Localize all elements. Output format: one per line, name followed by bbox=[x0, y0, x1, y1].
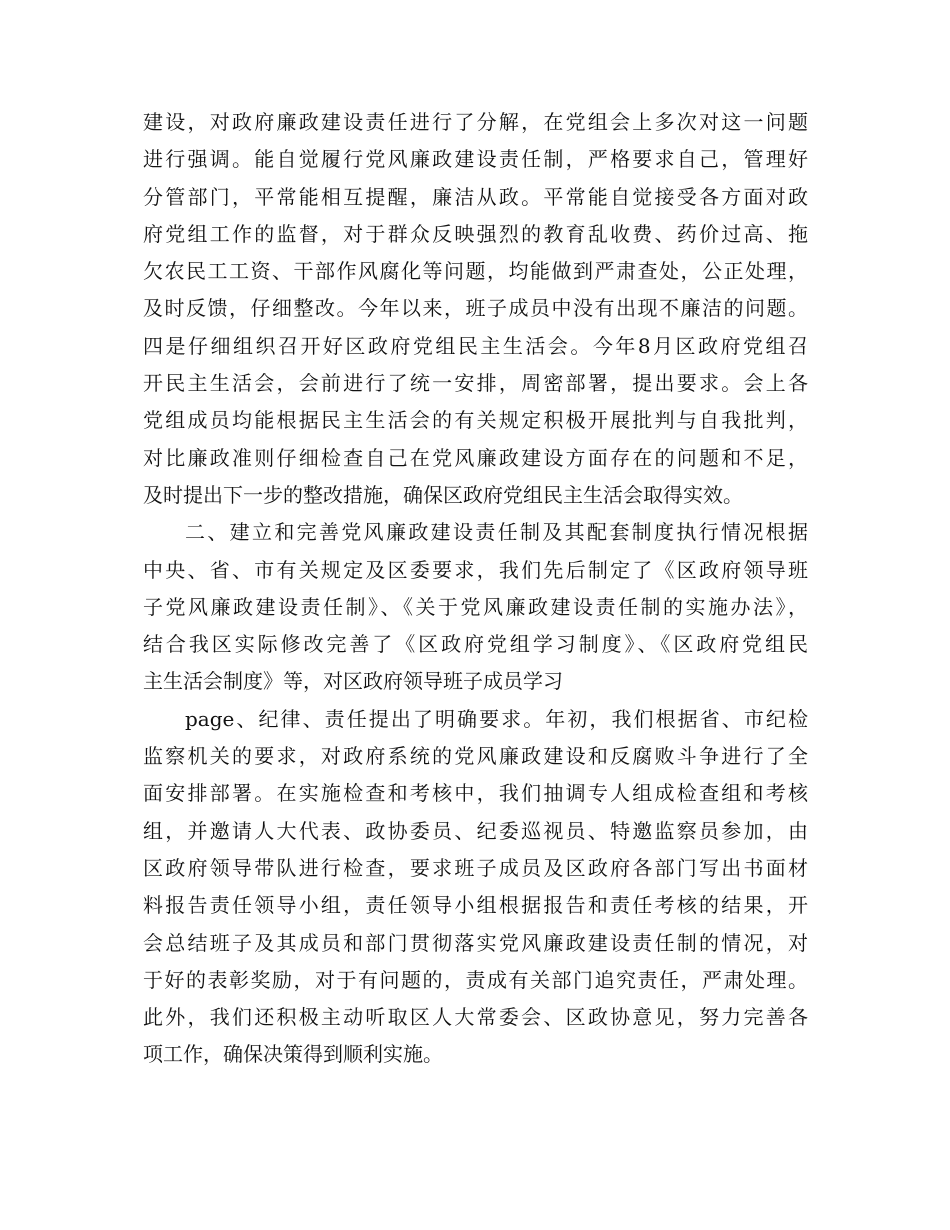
text-line: 中央、省、市有关规定及区委要求，我们先后制定了《区政府领导班 bbox=[143, 557, 808, 582]
text-line: 开民主生活会，会前进行了统一安排，周密部署，提出要求。会上各 bbox=[143, 371, 808, 396]
text-line: 区政府领导带队进行检查，要求班子成员及区政府各部门写出书面材 bbox=[143, 855, 808, 880]
text-line: 及时提出下一步的整改措施，确保区政府党组民主生活会取得实效。 bbox=[143, 482, 743, 507]
text-line: 于好的表彰奖励，对于有问题的，责成有关部门追究责任，严肃处理。 bbox=[143, 967, 808, 992]
text-line: 面安排部署。在实施检查和考核中，我们抽调专人组成检查组和考核 bbox=[143, 781, 808, 806]
text-line: 结合我区实际修改完善了《区政府党组学习制度》、《区政府党组民 bbox=[143, 632, 808, 657]
text-line: 及时反馈，仔细整改。今年以来，班子成员中没有出现不廉洁的问题。 bbox=[143, 296, 808, 321]
text-line: 组，并邀请人大代表、政协委员、纪委巡视员、特邀监察员参加，由 bbox=[143, 818, 808, 843]
text-line: 项工作，确保决策得到顺利实施。 bbox=[143, 1042, 443, 1067]
text-line: 分管部门，平常能相互提醒，廉洁从政。平常能自觉接受各方面对政 bbox=[143, 184, 808, 209]
text-line: 府党组工作的监督，对于群众反映强烈的教育乱收费、药价过高、拖 bbox=[143, 221, 808, 246]
text-line: 进行强调。能自觉履行党风廉政建设责任制，严格要求自己，管理好 bbox=[143, 147, 808, 172]
text-line: 子党风廉政建设责任制》、《关于党风廉政建设责任制的实施办法》， bbox=[143, 594, 808, 619]
section-heading-line: 二、建立和完善党风廉政建设责任制及其配套制度执行情况根据 bbox=[185, 520, 808, 545]
text-line: 料报告责任领导小组，责任领导小组根据报告和责任考核的结果，开 bbox=[143, 893, 808, 918]
text-line: 建设，对政府廉政建设责任进行了分解，在党组会上多次对这一问题 bbox=[143, 110, 808, 134]
text-line: 主生活会制度》等，对区政府领导班子成员学习 bbox=[143, 669, 563, 694]
text-line: 监察机关的要求，对政府系统的党风廉政建设和反腐败斗争进行了全 bbox=[143, 744, 808, 769]
text-line: 欠农民工工资、干部作风腐化等问题，均能做到严肃查处，公正处理， bbox=[143, 259, 808, 284]
text-line: 四是仔细组织召开好区政府党组民主生活会。今年8月区政府党组召 bbox=[143, 333, 808, 358]
text-line: 党组成员均能根据民主生活会的有关规定积极开展批判与自我批判， bbox=[143, 408, 808, 433]
paragraph-start-line: page、纪律、责任提出了明确要求。年初，我们根据省、市纪检 bbox=[185, 706, 808, 731]
text-line: 会总结班子及其成员和部门贯彻落实党风廉政建设责任制的情况，对 bbox=[143, 930, 808, 955]
text-line: 对比廉政准则仔细检查自己在党风廉政建设方面存在的问题和不足， bbox=[143, 445, 808, 470]
body-text bbox=[143, 104, 808, 1074]
text-line: 此外，我们还积极主动听取区人大常委会、区政协意见，努力完善各 bbox=[143, 1005, 808, 1030]
